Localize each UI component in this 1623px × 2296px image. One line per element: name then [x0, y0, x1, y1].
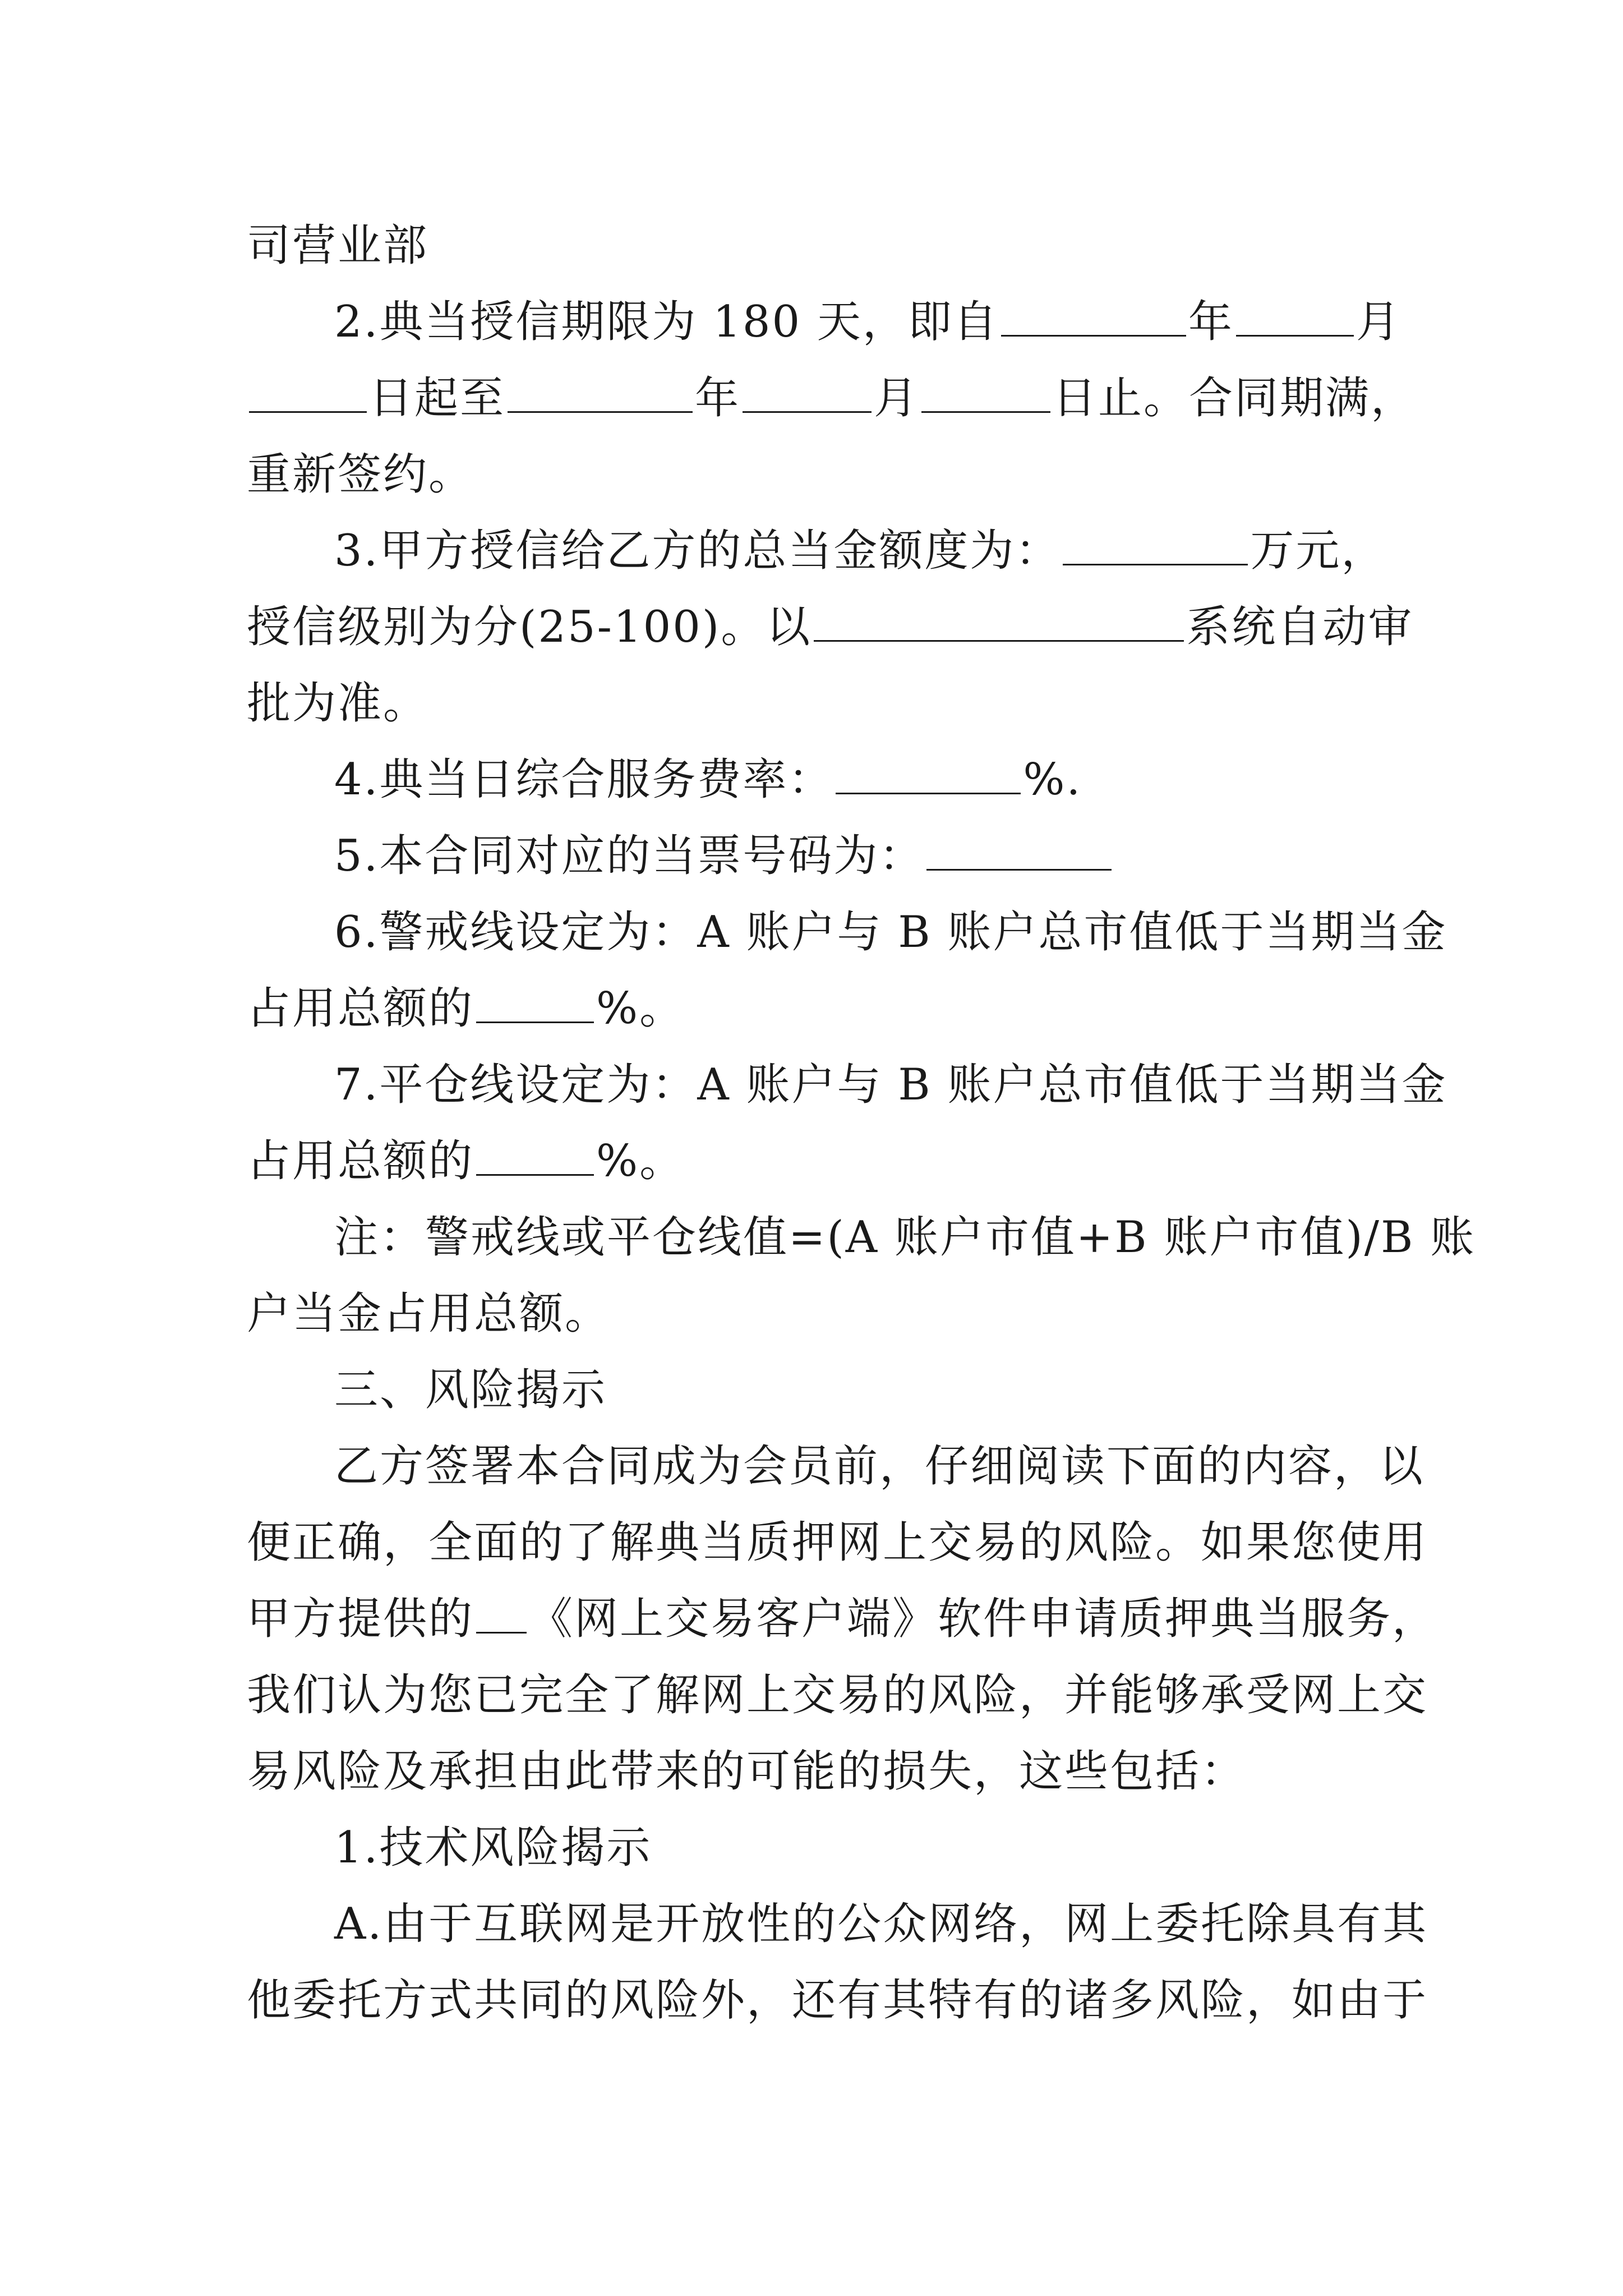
clause-3-level — [247, 589, 1413, 665]
document-page — [247, 208, 1476, 2039]
month-blank — [1236, 295, 1354, 337]
percent-blank — [476, 981, 594, 1023]
paragraph-line — [247, 1657, 1428, 1733]
text: 年 — [1188, 297, 1234, 347]
clause-2-term — [247, 284, 1413, 360]
text: 6.警戒线设定为：A 账户与 B 账户总市值低于当期当金 — [334, 907, 1447, 958]
text: 月 — [874, 373, 920, 424]
text: 月 — [1355, 297, 1401, 347]
percent-blank — [476, 1134, 594, 1176]
section-heading — [247, 1352, 1413, 1428]
text-line — [247, 665, 1413, 742]
clause-3-amount — [247, 513, 1413, 589]
clause-7-liquidation-cont — [247, 1123, 1413, 1199]
clause-6-warning-cont — [247, 970, 1413, 1047]
text: 甲方提供的 — [247, 1594, 474, 1644]
paragraph-line — [247, 1886, 1428, 1962]
text: A.由于互联网是开放性的公众网络，网上委托除具有其 — [334, 1899, 1428, 1949]
text: 重新签约。 — [247, 449, 474, 500]
text: 户当金占用总额。 — [247, 1289, 611, 1339]
text: 1.技术风险揭示 — [334, 1823, 652, 1873]
text: 系统自动审 — [1186, 602, 1414, 652]
year-blank — [508, 371, 693, 413]
paragraph-line — [247, 1962, 1428, 2039]
paragraph-line — [247, 1504, 1428, 1581]
text: 乙方签署本合同成为会员前，仔细阅读下面的内容，以 — [334, 1441, 1425, 1492]
text: 占用总额的 — [247, 983, 474, 1034]
text: 4.典当日综合服务费率： — [334, 754, 834, 805]
text: 我们认为您已完全了解网上交易的风险，并能够承受网上交 — [247, 1670, 1428, 1720]
text-line — [247, 436, 1413, 513]
clause-5-ticket — [247, 818, 1413, 894]
text: 年 — [695, 373, 741, 424]
paragraph-line — [247, 1428, 1425, 1504]
day-blank — [249, 371, 367, 413]
text: 日止。合同期满， — [1053, 373, 1417, 424]
note-cont — [247, 1276, 1413, 1352]
text: 授信级别为分(25-100)。以 — [247, 602, 812, 652]
text: 便正确，全面的了解典当质押网上交易的风险。如果您使用 — [247, 1517, 1428, 1568]
text: 批为准。 — [247, 678, 429, 729]
clause-7-liquidation — [247, 1047, 1447, 1123]
text: 7.平仓线设定为：A 账户与 B 账户总市值低于当期当金 — [334, 1060, 1447, 1110]
text: 5.本合同对应的当票号码为： — [334, 831, 925, 881]
text: %。 — [596, 1136, 685, 1186]
text: 注：警戒线或平仓线值=(A 账户市值+B 账户市值)/B 账 — [334, 1212, 1476, 1263]
text: 三、风险揭示 — [334, 1365, 607, 1415]
amount-blank — [1063, 523, 1248, 565]
clause-2-term-cont — [247, 360, 1417, 436]
paragraph-line — [247, 1733, 1413, 1810]
text: 《网上交易客户端》软件申请质押典当服务， — [529, 1594, 1438, 1644]
system-blank — [814, 600, 1184, 642]
text: 他委托方式共同的风险外，还有其特有的诸多风险，如由于 — [247, 1975, 1428, 2026]
text-line — [247, 208, 1413, 284]
ticket-number-blank — [926, 829, 1112, 871]
provider-blank — [476, 1591, 527, 1634]
text: %。 — [596, 983, 685, 1034]
rate-blank — [836, 752, 1021, 794]
year-blank — [1001, 295, 1186, 337]
subsection-heading — [247, 1810, 1413, 1886]
text: 2.典当授信期限为 180 天，即自 — [334, 297, 999, 347]
day-blank — [921, 371, 1050, 413]
text: 3.甲方授信给乙方的总当金额度为： — [334, 526, 1061, 576]
text: 占用总额的 — [247, 1136, 474, 1186]
paragraph-line — [247, 1581, 1438, 1657]
clause-4-rate — [247, 742, 1413, 818]
month-blank — [743, 371, 872, 413]
clause-6-warning — [247, 894, 1447, 970]
text: 日起至 — [369, 373, 506, 424]
note — [247, 1199, 1476, 1276]
text: 易风险及承担由此带来的可能的损失，这些包括： — [247, 1746, 1247, 1797]
text: 司营业部 — [247, 220, 429, 271]
text: 万元， — [1250, 526, 1387, 576]
text: %. — [1023, 754, 1082, 805]
